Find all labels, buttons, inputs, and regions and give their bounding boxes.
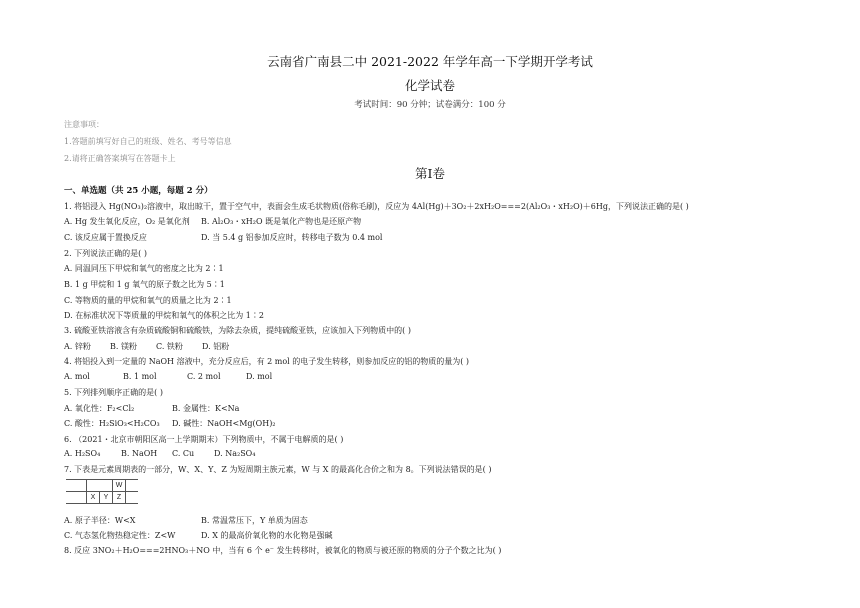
exam-meta: 考试时间：90 分钟；试卷满分：100 分 [354, 100, 506, 110]
question-7-option-d: D. X 的最高价氧化物的水化物是强碱 [201, 531, 333, 540]
question-1-stem: 1. 将铝浸入 Hg(NO₃)₂溶液中，取出晾干，置于空气中，表面会生成毛状物质(俗称毛刷)，反应为 4Al(Hg)＋3O₂＋2xH₂O===2(Al₂O₃・xH₂O)＋6Hg，下列说法正确的是( ) [64, 202, 689, 211]
exam-subtitle: 化学试卷 [404, 78, 455, 93]
question-7-option-a: A. 原子半径：W<X [64, 516, 136, 525]
notes-heading: 注意事项： [64, 120, 104, 129]
question-5-option-c: C. 酸性：H₂SiO₃<H₂CO₃ [64, 419, 160, 428]
table-cell [66, 480, 87, 492]
table-cell-x: X [87, 492, 100, 504]
table-cell [87, 480, 100, 492]
exam-title: 云南省广南县二中 2021-2022 年学年高一下学期开学考试 [267, 54, 593, 69]
table-cell-z: Z [113, 492, 126, 504]
question-2-option-d: D. 在标准状况下等质量的甲烷和氧气的体积之比为 1∶2 [64, 311, 264, 320]
table-cell [100, 480, 113, 492]
question-5-option-a: A. 氧化性：F₂<Cl₂ [64, 404, 135, 413]
question-1-option-d: D. 当 5.4 g 铝参加反应时，转移电子数为 0.4 mol [201, 233, 383, 242]
question-6-option-b: B. NaOH [121, 449, 158, 458]
question-4-option-c: C. 2 mol [187, 372, 221, 381]
table-cell [66, 492, 87, 504]
question-5-option-b: B. 金属性：K<Na [172, 404, 240, 413]
question-3-option-c: C. 铁粉 [156, 342, 183, 351]
question-6-option-c: C. Cu [172, 449, 195, 458]
question-3-option-b: B. 镁粉 [110, 342, 137, 351]
question-4-option-b: B. 1 mol [123, 372, 157, 381]
question-8-stem: 8. 反应 3NO₂＋H₂O===2HNO₃＋NO 中，当有 6 个 e⁻ 发生转移时，被氧化的物质与被还原的物质的分子个数之比为( ) [64, 546, 502, 555]
question-2-stem: 2. 下列说法正确的是( ) [64, 249, 147, 258]
question-4-option-a: A. mol [64, 372, 90, 381]
question-3-option-d: D. 铝粉 [202, 342, 230, 351]
question-6-stem: 6. （2021・北京市朝阳区高一上学期期末）下列物质中，不属于电解质的是( ) [64, 435, 344, 444]
question-2-option-a: A. 同温同压下甲烷和氧气的密度之比为 2∶1 [64, 264, 224, 273]
table-cell-w: W [113, 480, 126, 492]
notes-item: 2.请将正确答案填写在答题卡上 [64, 154, 176, 163]
question-6-option-a: A. H₂SO₄ [64, 449, 101, 458]
question-2-option-c: C. 等物质的量的甲烷和氧气的质量之比为 2∶1 [64, 296, 232, 305]
question-3-stem: 3. 硫酸亚铁溶液含有杂质硫酸铜和硫酸铁，为除去杂质，提纯硫酸亚铁，应该加入下列物质中的( ) [64, 326, 411, 335]
question-1-option-a: A. Hg 发生氧化反应，O₂ 是氧化剂 [64, 217, 190, 226]
table-cell-y: Y [100, 492, 113, 504]
volume-heading: 第Ⅰ卷 [415, 166, 445, 181]
question-5-stem: 5. 下列排列顺序正确的是( ) [64, 388, 163, 397]
question-3-option-a: A. 锌粉 [64, 342, 91, 351]
notes-item: 1.答题前填写好自己的班级、姓名、考号等信息 [64, 137, 232, 146]
question-7-stem: 7. 下表是元素周期表的一部分，W、X、Y、Z 为短周期主族元素，W 与 X 的最高化合价之和为 8。下列说法错误的是( ) [64, 465, 492, 474]
question-2-option-b: B. 1 g 甲烷和 1 g 氧气的原子数之比为 5∶1 [64, 280, 225, 289]
notes-block [64, 116, 232, 167]
question-4-stem: 4. 将铝投入到一定量的 NaOH 溶液中，充分反应后，有 2 mol 的电子发生转移，则参加反应的铝的物质的量为( ) [64, 357, 470, 366]
question-7-option-b: B. 常温常压下，Y 单质为固态 [201, 516, 308, 525]
question-5-option-d: D. 碱性：NaOH<Mg(OH)₂ [172, 419, 276, 428]
question-7-option-c: C. 气态氢化物热稳定性：Z<W [64, 531, 176, 540]
periodic-table-fragment [66, 479, 138, 504]
table-cell [126, 492, 139, 504]
section-heading: 一、单选题（共 25 小题，每题 2 分） [64, 186, 213, 196]
question-1-option-c: C. 该反应属于置换反应 [64, 233, 147, 242]
question-6-option-d: D. Na₂SO₄ [214, 449, 256, 458]
question-4-option-d: D. mol [246, 372, 273, 381]
question-1-option-b: B. Al₂O₃・xH₂O 既是氧化产物也是还原产物 [201, 217, 362, 226]
table-cell [126, 480, 139, 492]
